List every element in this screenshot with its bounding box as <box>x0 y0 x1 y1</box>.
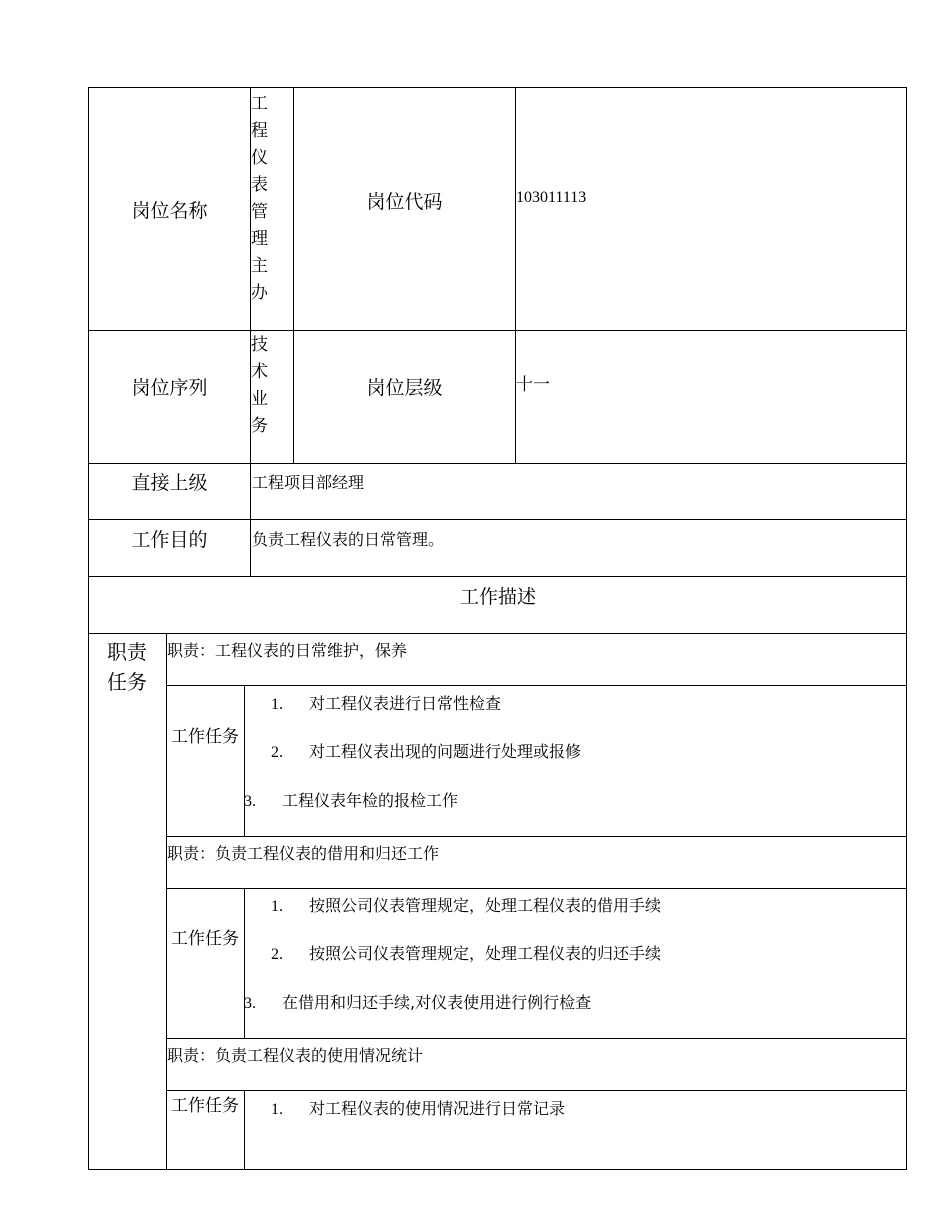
duty-title: 职责：工程仪表的日常维护，保养 <box>167 641 408 660</box>
position-code-value: 103011113 <box>516 189 587 206</box>
duties-section-label: 职责任务 <box>107 640 147 694</box>
task-item: 1. 对工程仪表的使用情况进行日常记录 <box>271 1099 566 1118</box>
task-item: 2. 按照公司仪表管理规定，处理工程仪表的归还手续 <box>271 944 662 963</box>
position-code-label: 岗位代码 <box>366 190 443 213</box>
task-label: 工作任务 <box>171 1096 239 1116</box>
duty-title: 职责：负责工程仪表的使用情况统计 <box>167 1046 424 1065</box>
position-sequence-label: 岗位序列 <box>131 376 208 399</box>
task-item: 3. 在借用和归还手续,对仪表使用进行例行检查 <box>244 993 592 1012</box>
purpose-value: 负责工程仪表的日常管理。 <box>252 530 445 549</box>
position-level-value: 十一 <box>516 375 550 395</box>
task-label: 工作任务 <box>171 929 239 949</box>
task-item: 1. 按照公司仪表管理规定，处理工程仪表的借用手续 <box>271 896 662 915</box>
work-description-header: 工作描述 <box>459 585 536 608</box>
position-name-value: 工程仪表管理主办 <box>251 94 268 303</box>
purpose-label: 工作目的 <box>131 528 208 551</box>
position-name-label: 岗位名称 <box>131 199 208 222</box>
duty-title: 职责：负责工程仪表的借用和归还工作 <box>167 844 440 863</box>
position-sequence-value: 技术业务 <box>251 335 268 436</box>
superior-label: 直接上级 <box>131 471 208 494</box>
task-item: 2. 对工程仪表出现的问题进行处理或报修 <box>271 742 582 761</box>
position-level-label: 岗位层级 <box>366 376 443 399</box>
task-item: 1. 对工程仪表进行日常性检查 <box>271 694 502 713</box>
task-label: 工作任务 <box>171 727 239 747</box>
superior-value: 工程项目部经理 <box>252 473 365 492</box>
task-item: 3. 工程仪表年检的报检工作 <box>244 791 459 810</box>
